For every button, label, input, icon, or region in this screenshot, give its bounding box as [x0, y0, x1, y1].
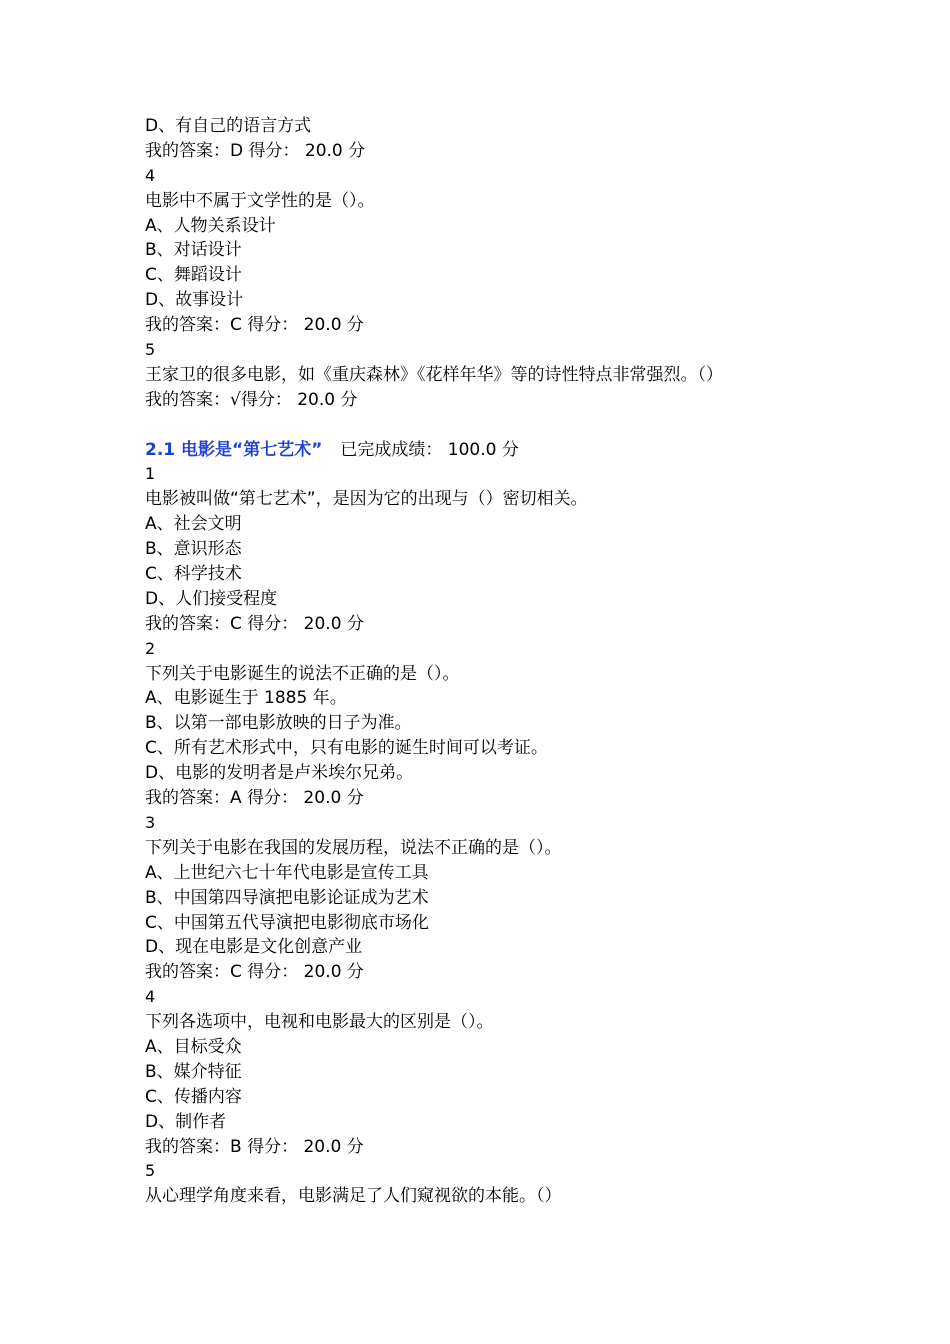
my-answer-line: 我的答案：C 得分： 20.0 分: [145, 613, 364, 634]
section-header: [145, 438, 925, 463]
my-answer-line: 我的答案：D 得分： 20.0 分: [145, 140, 366, 161]
question-text: 下列各选项中，电视和电影最大的区别是（）。: [145, 1012, 494, 1033]
question-text: 下列关于电影诞生的说法不正确的是（）。: [145, 663, 460, 684]
section-status: 已完成成绩： 100.0 分: [340, 439, 519, 460]
answer-option: A、人物关系设计: [145, 215, 276, 236]
my-answer-line: 我的答案：A 得分： 20.0 分: [145, 788, 364, 809]
my-answer-line: 我的答案：B 得分： 20.0 分: [145, 1136, 364, 1157]
answer-option: C、中国第五代导演把电影彻底市场化: [145, 912, 429, 933]
answer-option: D、制作者: [145, 1111, 227, 1132]
answer-option: D、有自己的语言方式: [145, 116, 312, 136]
my-answer-line: 我的答案：C 得分： 20.0 分: [145, 962, 364, 983]
question-text: 电影中不属于文学性的是（）。: [145, 190, 375, 211]
question-number: 4: [145, 165, 156, 185]
my-answer-line: 我的答案：C 得分： 20.0 分: [145, 315, 364, 336]
question-number: 1: [145, 464, 156, 484]
section-gap: [145, 413, 925, 438]
answer-option: B、意识形态: [145, 539, 242, 560]
question-number: 5: [145, 1161, 156, 1181]
section-title: 2.1 电影是“第七艺术”: [145, 439, 323, 460]
answer-option: A、上世纪六七十年代电影是宣传工具: [145, 862, 429, 883]
answer-option: B、媒介特征: [145, 1061, 242, 1082]
answer-option: D、故事设计: [145, 290, 244, 311]
answer-option: A、目标受众: [145, 1036, 242, 1057]
answer-option: B、以第一部电影放映的日子为准。: [145, 713, 412, 734]
question-number: 5: [145, 340, 156, 360]
answer-option: C、舞蹈设计: [145, 265, 242, 286]
question-block-previous: [145, 114, 925, 413]
question-number: 4: [145, 987, 156, 1007]
question-text: 电影被叫做“第七艺术”，是因为它的出现与（）密切相关。: [145, 489, 588, 510]
answer-option: C、传播内容: [145, 1086, 242, 1107]
question-number: 2: [145, 638, 156, 658]
question-text: 下列关于电影在我国的发展历程，说法不正确的是（）。: [145, 837, 562, 858]
answer-option: A、电影诞生于 1885 年。: [145, 688, 347, 709]
answer-option: B、中国第四导演把电影论证成为艺术: [145, 887, 429, 908]
answer-option: C、所有艺术形式中，只有电影的诞生时间可以考证。: [145, 738, 548, 759]
answer-option: D、现在电影是文化创意产业: [145, 937, 363, 958]
question-text: 王家卫的很多电影，如《重庆森林》《花样年华》等的诗性特点非常强烈。（）: [145, 364, 723, 385]
question-block-section-2-1: [145, 462, 925, 1209]
question-number: 3: [145, 812, 156, 832]
answer-option: A、社会文明: [145, 514, 242, 535]
answer-option: D、人们接受程度: [145, 588, 278, 609]
answer-option: B、对话设计: [145, 240, 242, 261]
answer-option: D、电影的发明者是卢米埃尔兄弟。: [145, 763, 414, 784]
document-body: [145, 114, 925, 1209]
answer-option: C、科学技术: [145, 564, 242, 585]
my-answer-line: 我的答案：√得分： 20.0 分: [145, 389, 358, 410]
question-text: 从心理学角度来看，电影满足了人们窥视欲的本能。（）: [145, 1186, 562, 1207]
